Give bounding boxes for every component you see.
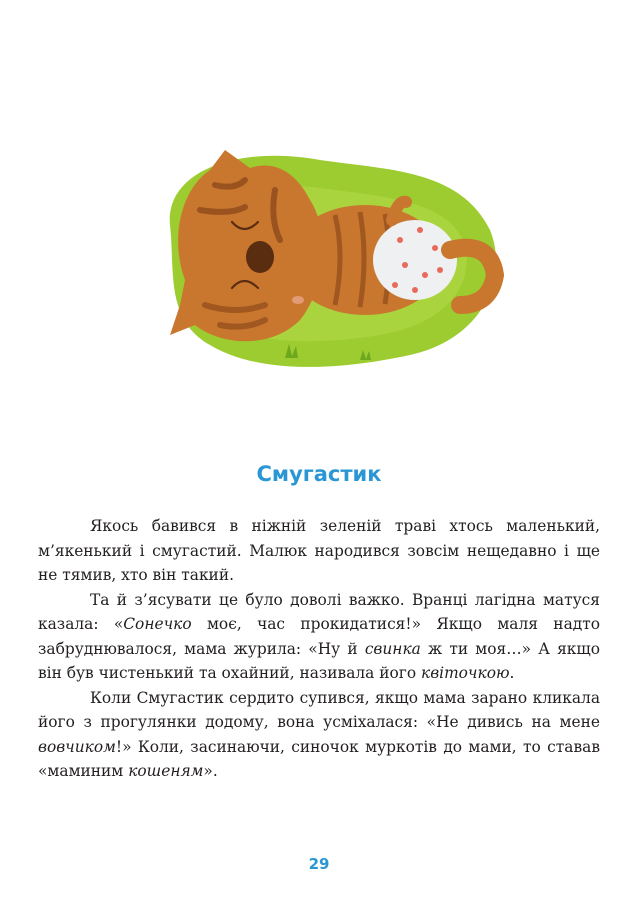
italic-run: кошеням	[128, 762, 204, 780]
story-paragraph	[38, 588, 600, 686]
story-title: Смугастик	[256, 462, 382, 486]
sleeping-kitten-illustration	[130, 130, 510, 400]
text-run: ж ти моя…» А якщо він був чистенький та охайний, називала його	[38, 639, 600, 682]
kitten-nose	[246, 241, 274, 273]
italic-run: Сонечко	[123, 615, 192, 633]
text-run: ».	[203, 762, 218, 780]
text-run: моє, час прокидатися!» Якщо маля надто забруднювалося, мама журила: «Ну й	[38, 615, 600, 658]
story-paragraph	[38, 686, 600, 784]
text-run: Якось бавився в ніжній зеленій траві хтось маленький, м’якенький і смугастий. Малюк народився зовсім нещедавно і ще не тямив, хто він такий.	[38, 517, 600, 584]
page-number: 29	[308, 855, 330, 873]
story-paragraph	[38, 514, 600, 588]
text-run: Та й з’ясувати це було доволі важко. Вранці лагідна матуся казала: «	[38, 590, 600, 633]
text-run: .	[509, 664, 515, 682]
italic-run: квіточкою	[421, 664, 510, 682]
italic-run: свинка	[364, 639, 421, 658]
italic-run: вовчиком	[38, 737, 116, 756]
text-run: !» Коли, засинаючи, синочок муркотів до мами, то ставав «маминим	[38, 737, 600, 780]
text-run: Коли Смугастик сердито супився, якщо мама зарано кликала його з прогулянки додому, вона усміхалася: «Не дивись на мене	[38, 688, 600, 731]
story-text	[38, 514, 600, 784]
